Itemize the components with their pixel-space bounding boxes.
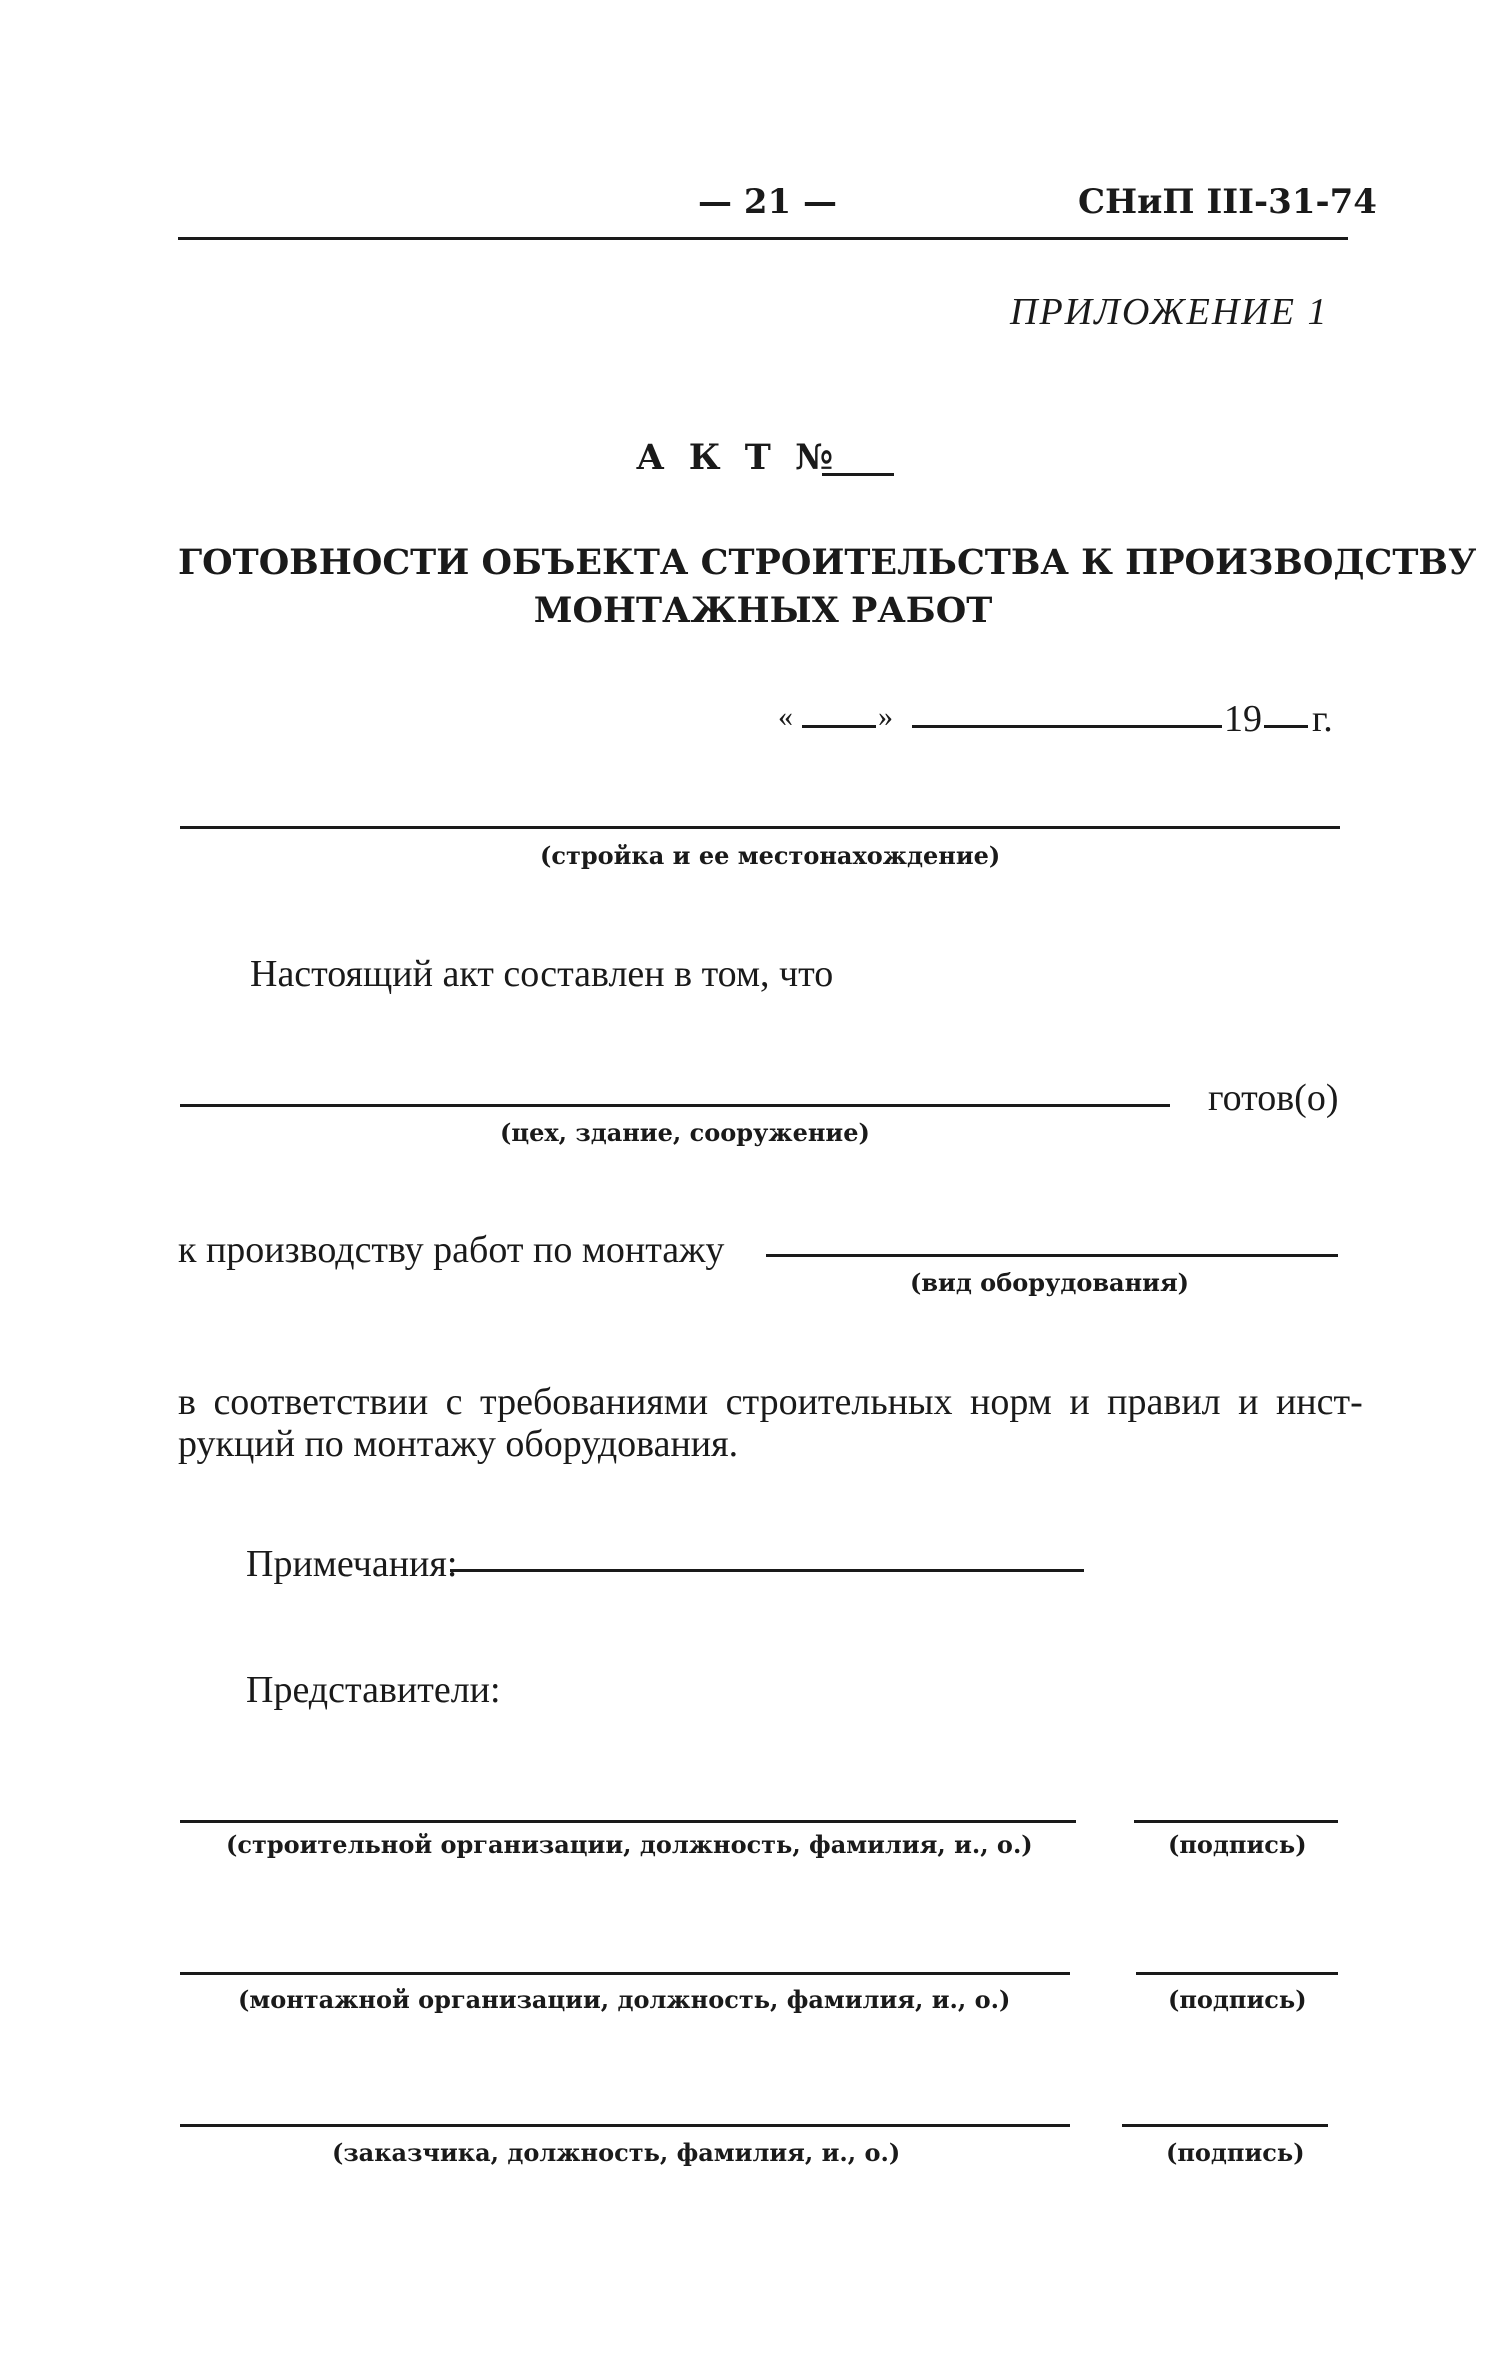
appendix-label: ПРИЛОЖЕНИЕ 1 bbox=[1010, 291, 1329, 333]
signature-caption: (заказчика, должность, фамилия, и., о.) bbox=[332, 2138, 901, 2167]
act-title: А К Т № bbox=[636, 437, 839, 478]
notes-label: Примечания: bbox=[246, 1543, 458, 1585]
equipment-caption: (вид оборудования) bbox=[910, 1268, 1190, 1297]
notes-line[interactable] bbox=[450, 1569, 1084, 1572]
date-open-quote: « bbox=[778, 700, 793, 733]
signature-row[interactable] bbox=[180, 1820, 1076, 1823]
representatives-label: Представители: bbox=[246, 1669, 501, 1711]
date-year-blank[interactable] bbox=[1264, 725, 1308, 728]
page-number: — 21 — bbox=[698, 182, 837, 222]
signature-row[interactable] bbox=[180, 2124, 1070, 2127]
date-day-blank[interactable] bbox=[802, 725, 876, 728]
signature-sign-label: (подпись) bbox=[1166, 2138, 1305, 2167]
work-text: к производству работ по монтажу bbox=[178, 1229, 725, 1271]
header-rule bbox=[178, 237, 1348, 240]
date-year-suffix: г. bbox=[1312, 698, 1333, 740]
date-month-blank[interactable] bbox=[912, 725, 1222, 728]
signature-blank[interactable] bbox=[1122, 2124, 1328, 2127]
act-subtitle-line2: МОНТАЖНЫХ РАБОТ bbox=[533, 590, 993, 631]
date-year-prefix: 19 bbox=[1224, 698, 1262, 740]
signature-row[interactable] bbox=[180, 1972, 1070, 1975]
signature-blank[interactable] bbox=[1136, 1972, 1338, 1975]
signature-sign-label: (подпись) bbox=[1168, 1830, 1307, 1859]
date-close-quote: » bbox=[878, 700, 893, 733]
object-line[interactable] bbox=[180, 1104, 1170, 1107]
compliance-line2: рукций по монтажу оборудования. bbox=[178, 1423, 739, 1465]
signature-sign-label: (подпись) bbox=[1168, 1985, 1307, 2014]
signature-caption: (монтажной организации, должность, фамилия, и., о.) bbox=[238, 1985, 1011, 2014]
statement-text: Настоящий акт составлен в том, что bbox=[250, 953, 834, 995]
act-number-blank bbox=[822, 473, 894, 476]
site-line[interactable] bbox=[180, 826, 1340, 829]
site-caption: (стройка и ее местонахождение) bbox=[540, 841, 1001, 870]
signature-blank[interactable] bbox=[1134, 1820, 1338, 1823]
document-code: СНиП III-31-74 bbox=[1078, 182, 1377, 222]
equipment-line[interactable] bbox=[766, 1254, 1338, 1257]
signature-caption: (строительной организации, должность, фамилия, и., о.) bbox=[226, 1830, 1033, 1859]
act-subtitle-line1: ГОТОВНОСТИ ОБЪЕКТА СТРОИТЕЛЬСТВА К ПРОИЗВОДСТВУ bbox=[178, 542, 1477, 583]
object-caption: (цех, здание, сооружение) bbox=[500, 1118, 870, 1147]
ready-text: готов(о) bbox=[1208, 1077, 1339, 1119]
compliance-line1: в соответствии с требованиями строительных норм и правил и инст- bbox=[178, 1381, 1363, 1423]
